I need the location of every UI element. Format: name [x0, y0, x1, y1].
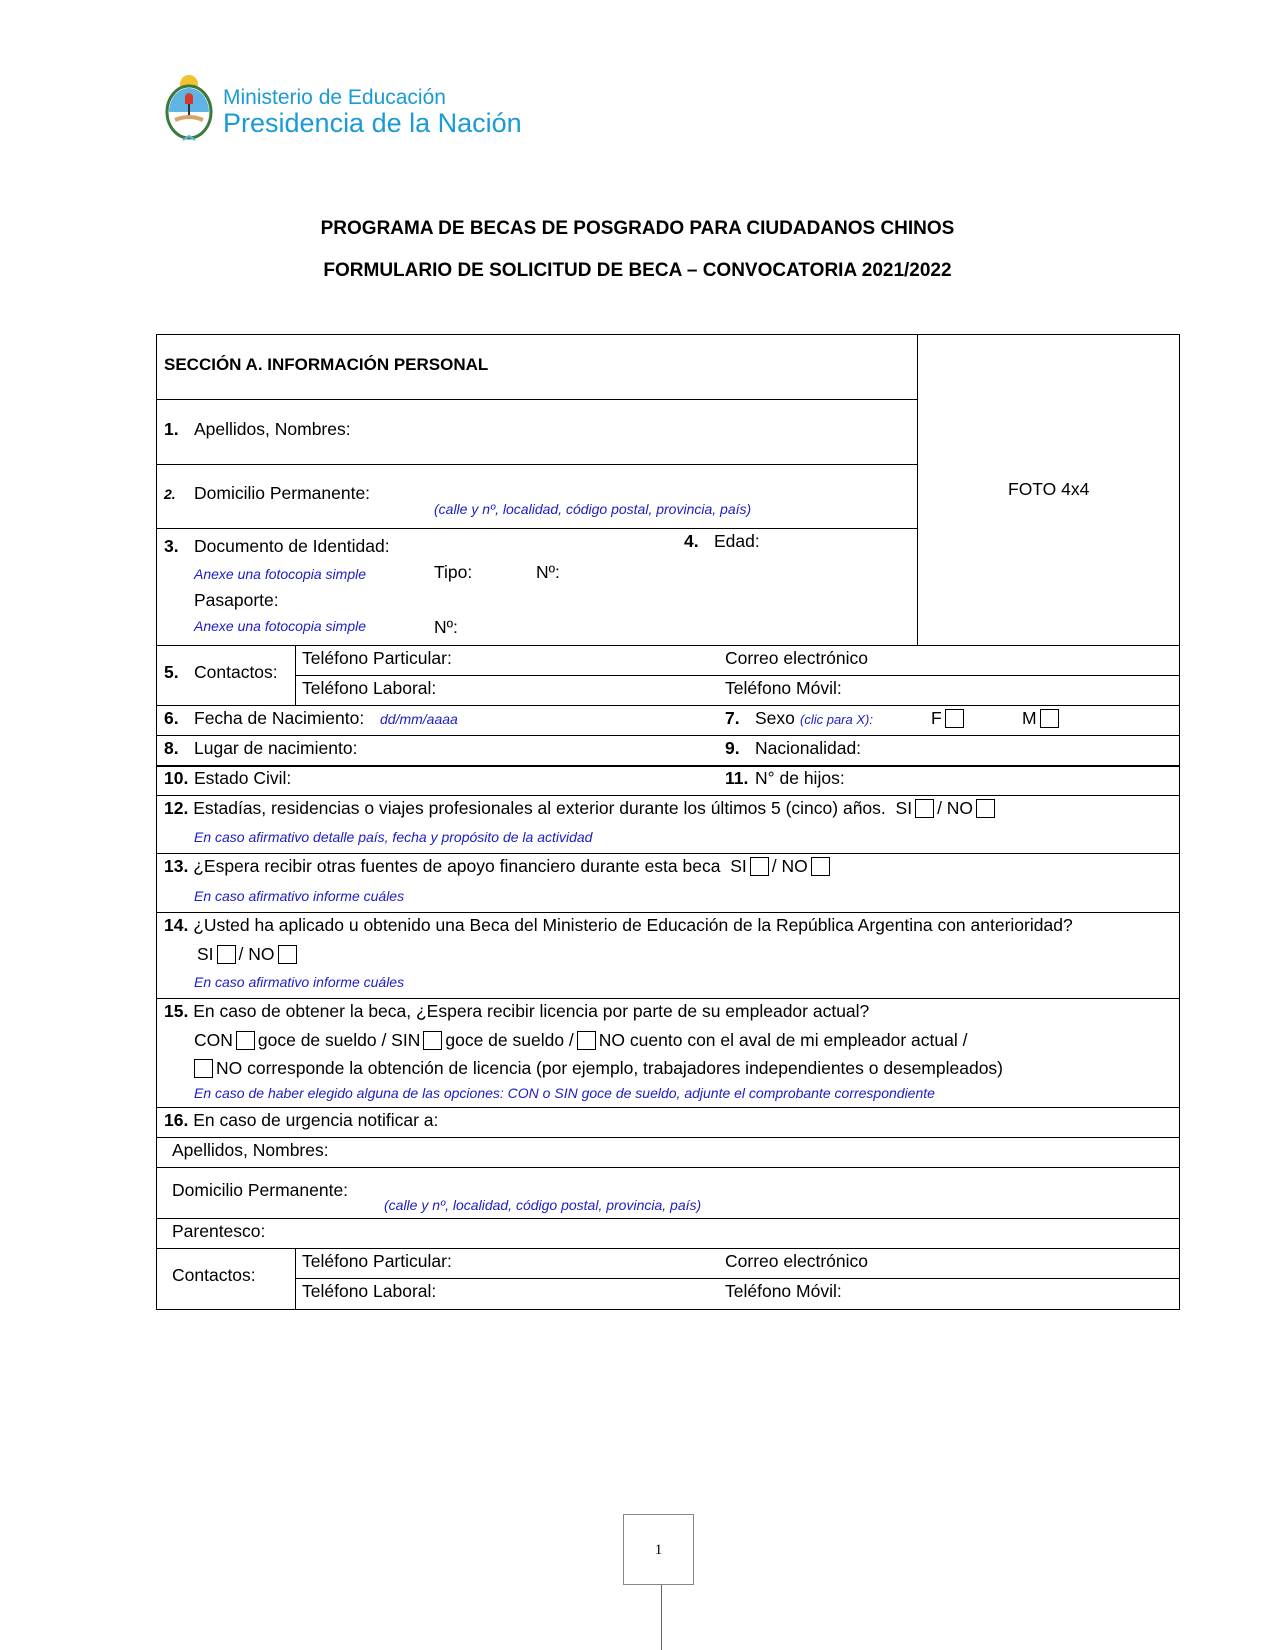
- q13-no-checkbox[interactable]: [811, 857, 830, 876]
- q4-label[interactable]: Edad:: [714, 531, 760, 551]
- q12-si-checkbox[interactable]: [915, 799, 934, 818]
- ministry-logo: [163, 74, 563, 148]
- application-form: [156, 334, 1180, 1310]
- q13-note: En caso afirmativo informe cuáles: [194, 888, 405, 904]
- q3-label[interactable]: Documento de Identidad:: [194, 536, 390, 556]
- q13-question: 13. ¿Espera recibir otras fuentes de apoyo financiero durante esta beca SI / NO: [164, 856, 833, 877]
- sexo-f-checkbox[interactable]: [945, 709, 964, 728]
- q12-note: En caso afirmativo detalle país, fecha y propósito de la actividad: [194, 829, 593, 845]
- q16-correo[interactable]: Correo electrónico: [725, 1251, 868, 1271]
- page-number-stem: [661, 1585, 662, 1650]
- q16-question: 16. En caso de urgencia notificar a:: [164, 1110, 439, 1130]
- q16-domicilio[interactable]: Domicilio Permanente:: [172, 1180, 349, 1200]
- q3-note2: Anexe una fotocopia simple: [194, 618, 366, 634]
- q8-label[interactable]: Lugar de nacimiento:: [194, 738, 358, 758]
- q5-tel-laboral[interactable]: Teléfono Laboral:: [302, 678, 437, 698]
- page-number: 1: [623, 1514, 694, 1585]
- q12-no-checkbox[interactable]: [976, 799, 995, 818]
- coat-of-arms-icon: [163, 74, 215, 146]
- q5-tel-movil[interactable]: Teléfono Móvil:: [725, 678, 842, 698]
- q6-label[interactable]: Fecha de Nacimiento:: [194, 708, 365, 728]
- q9-number: 9.: [725, 738, 740, 758]
- q14-options: SI / NO: [197, 944, 300, 965]
- q5-correo[interactable]: Correo electrónico: [725, 648, 868, 668]
- q7-note: (clic para X):: [800, 712, 873, 727]
- q5-label: Contactos:: [194, 662, 278, 682]
- q3-tipo[interactable]: Tipo:: [434, 562, 473, 582]
- q5-number: 5.: [164, 662, 179, 682]
- q10-number: 10.: [164, 768, 189, 788]
- q7-label: Sexo: [755, 708, 795, 728]
- photo-placeholder: FOTO 4x4: [1008, 479, 1090, 499]
- q4-number: 4.: [684, 531, 699, 551]
- q1-number: 1.: [164, 419, 179, 439]
- q6-note: dd/mm/aaaa: [380, 711, 458, 727]
- program-title: PROGRAMA DE BECAS DE POSGRADO PARA CIUDADANOS CHINOS: [320, 218, 955, 239]
- q9-label[interactable]: Nacionalidad:: [755, 738, 862, 758]
- q7-option-f: F: [931, 708, 967, 729]
- q12-question: 12. Estadías, residencias o viajes profesionales al exterior durante los últimos 5 (cinco) años. SI / NO: [164, 798, 998, 819]
- q15-no-aval-checkbox[interactable]: [577, 1031, 596, 1050]
- q3-note1: Anexe una fotocopia simple: [194, 566, 366, 582]
- q5-tel-particular[interactable]: Teléfono Particular:: [302, 648, 452, 668]
- q16-tel-movil[interactable]: Teléfono Móvil:: [725, 1281, 842, 1301]
- q16-domicilio-note: (calle y nº, localidad, código postal, provincia, país): [384, 1197, 702, 1213]
- q16-contactos: Contactos:: [172, 1265, 256, 1285]
- section-title: SECCIÓN A. INFORMACIÓN PERSONAL: [164, 355, 489, 374]
- sexo-m-checkbox[interactable]: [1040, 709, 1059, 728]
- q14-no-checkbox[interactable]: [278, 945, 297, 964]
- q11-label[interactable]: N° de hijos:: [755, 768, 845, 788]
- form-title: FORMULARIO DE SOLICITUD DE BECA – CONVOCATORIA 2021/2022: [323, 260, 952, 281]
- q1-label[interactable]: Apellidos, Nombres:: [194, 419, 351, 439]
- q6-number: 6.: [164, 708, 179, 728]
- q3-nro2[interactable]: Nº:: [434, 617, 458, 637]
- q2-note: (calle y nº, localidad, código postal, provincia, país): [434, 501, 752, 517]
- q15-sin-goce-checkbox[interactable]: [423, 1031, 442, 1050]
- q16-apellidos[interactable]: Apellidos, Nombres:: [172, 1140, 329, 1160]
- q2-number: 2.: [164, 486, 176, 502]
- q15-con-goce-checkbox[interactable]: [236, 1031, 255, 1050]
- q16-tel-laboral[interactable]: Teléfono Laboral:: [302, 1281, 437, 1301]
- q8-number: 8.: [164, 738, 179, 758]
- logo-line1: Ministerio de Educación: [223, 86, 446, 109]
- q2-label[interactable]: Domicilio Permanente:: [194, 483, 371, 503]
- q3-pasaporte[interactable]: Pasaporte:: [194, 590, 279, 610]
- q16-parentesco[interactable]: Parentesco:: [172, 1221, 266, 1241]
- q14-si-checkbox[interactable]: [217, 945, 236, 964]
- q3-number: 3.: [164, 536, 179, 556]
- q14-question: 14. ¿Usted ha aplicado u obtenido una Beca del Ministerio de Educación de la República Argentina con anterioridad?: [164, 915, 1073, 935]
- q15-question: 15. En caso de obtener la beca, ¿Espera recibir licencia por parte de su empleador actual?: [164, 1001, 870, 1021]
- q15-options-line2: NO corresponde la obtención de licencia (por ejemplo, trabajadores independientes o desempleados): [194, 1058, 1003, 1079]
- q7-option-m: M: [1022, 708, 1062, 729]
- q16-tel-particular[interactable]: Teléfono Particular:: [302, 1251, 452, 1271]
- q3-nro1[interactable]: Nº:: [536, 562, 560, 582]
- q15-options-line1: CON goce de sueldo / SIN goce de sueldo / NO cuento con el aval de mi empleador actual /: [194, 1030, 968, 1050]
- q15-no-corresponde-checkbox[interactable]: [194, 1059, 213, 1078]
- q14-note: En caso afirmativo informe cuáles: [194, 974, 405, 990]
- q7-number: 7.: [725, 708, 740, 728]
- q10-label[interactable]: Estado Civil:: [194, 768, 292, 788]
- q15-note: En caso de haber elegido alguna de las opciones: CON o SIN goce de sueldo, adjunte el comprobante correspondiente: [194, 1085, 935, 1101]
- q13-si-checkbox[interactable]: [750, 857, 769, 876]
- q11-number: 11.: [725, 768, 749, 788]
- logo-line2: Presidencia de la Nación: [223, 108, 522, 138]
